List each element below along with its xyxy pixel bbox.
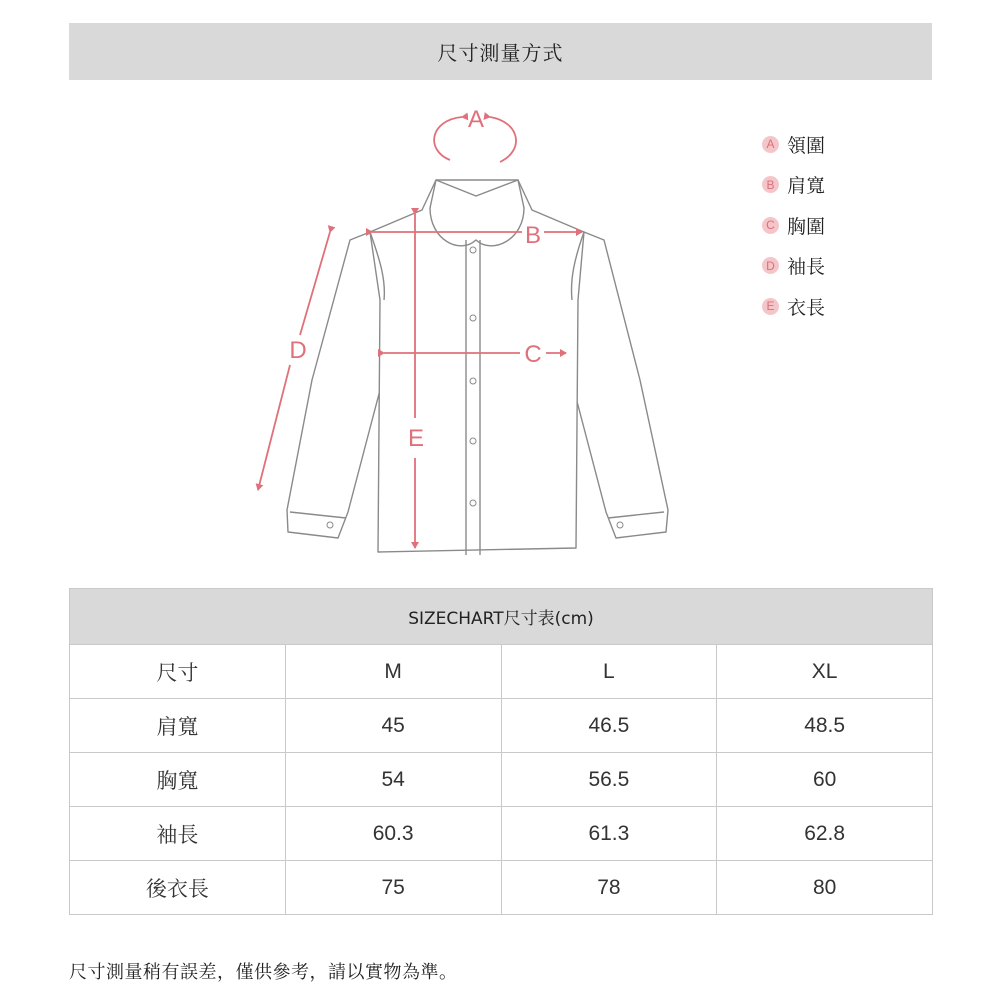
legend-item-c xyxy=(762,205,922,246)
cell-value: 56.5 xyxy=(501,753,717,807)
cell-value: 62.8 xyxy=(717,807,933,861)
row-label: 胸寬 xyxy=(70,753,286,807)
cell-value: 80 xyxy=(717,861,933,915)
column-header-xl: XL xyxy=(717,645,933,699)
cell-value: 45 xyxy=(285,699,501,753)
shirt-outline xyxy=(287,180,668,555)
legend-item-d xyxy=(762,246,922,287)
page-title-bar xyxy=(69,23,932,80)
label-e: E xyxy=(407,425,425,452)
label-c: C xyxy=(524,341,542,368)
legend-label-b: 肩寬 xyxy=(787,175,826,198)
legend-badge-c: C xyxy=(762,217,779,234)
legend-badge-b: B xyxy=(762,176,779,193)
footnote-disclaimer: 尺寸測量稍有誤差，僅供參考，請以實物為準。 xyxy=(69,962,458,983)
column-header-size: 尺寸 xyxy=(70,645,286,699)
size-chart-table xyxy=(69,588,933,915)
cell-value: 48.5 xyxy=(717,699,933,753)
table-row xyxy=(70,753,933,807)
legend-badge-a: A xyxy=(762,136,779,153)
legend-badge-d: D xyxy=(762,257,779,274)
row-label: 袖長 xyxy=(70,807,286,861)
legend-badge-e: E xyxy=(762,298,779,315)
cell-value: 54 xyxy=(285,753,501,807)
cell-value: 75 xyxy=(285,861,501,915)
table-caption-row xyxy=(70,589,933,645)
row-label: 後衣長 xyxy=(70,861,286,915)
legend-label-a: 領圍 xyxy=(787,134,826,157)
legend-item-b xyxy=(762,165,922,206)
legend-item-a xyxy=(762,124,922,165)
legend-label-d: 袖長 xyxy=(787,256,826,279)
legend-label-c: 胸圍 xyxy=(787,215,826,238)
cell-value: 46.5 xyxy=(501,699,717,753)
cell-value: 78 xyxy=(501,861,717,915)
cell-value: 60.3 xyxy=(285,807,501,861)
shirt-illustration xyxy=(240,95,680,565)
label-b: B xyxy=(524,222,542,249)
table-caption: SIZECHART尺寸表(cm) xyxy=(70,589,933,645)
cell-value: 61.3 xyxy=(501,807,717,861)
table-row xyxy=(70,699,933,753)
label-a: A xyxy=(467,106,485,133)
legend-label-e: 衣長 xyxy=(787,296,826,319)
cell-value: 60 xyxy=(717,753,933,807)
table-row xyxy=(70,861,933,915)
shirt-measurement-diagram xyxy=(240,95,680,565)
legend-item-e xyxy=(762,286,922,327)
column-header-l: L xyxy=(501,645,717,699)
table-row xyxy=(70,807,933,861)
table-header-row xyxy=(70,645,933,699)
label-d: D xyxy=(289,337,307,364)
page-title: 尺寸測量方式 xyxy=(437,41,564,65)
row-label: 肩寬 xyxy=(70,699,286,753)
column-header-m: M xyxy=(285,645,501,699)
measurement-legend xyxy=(762,124,922,327)
